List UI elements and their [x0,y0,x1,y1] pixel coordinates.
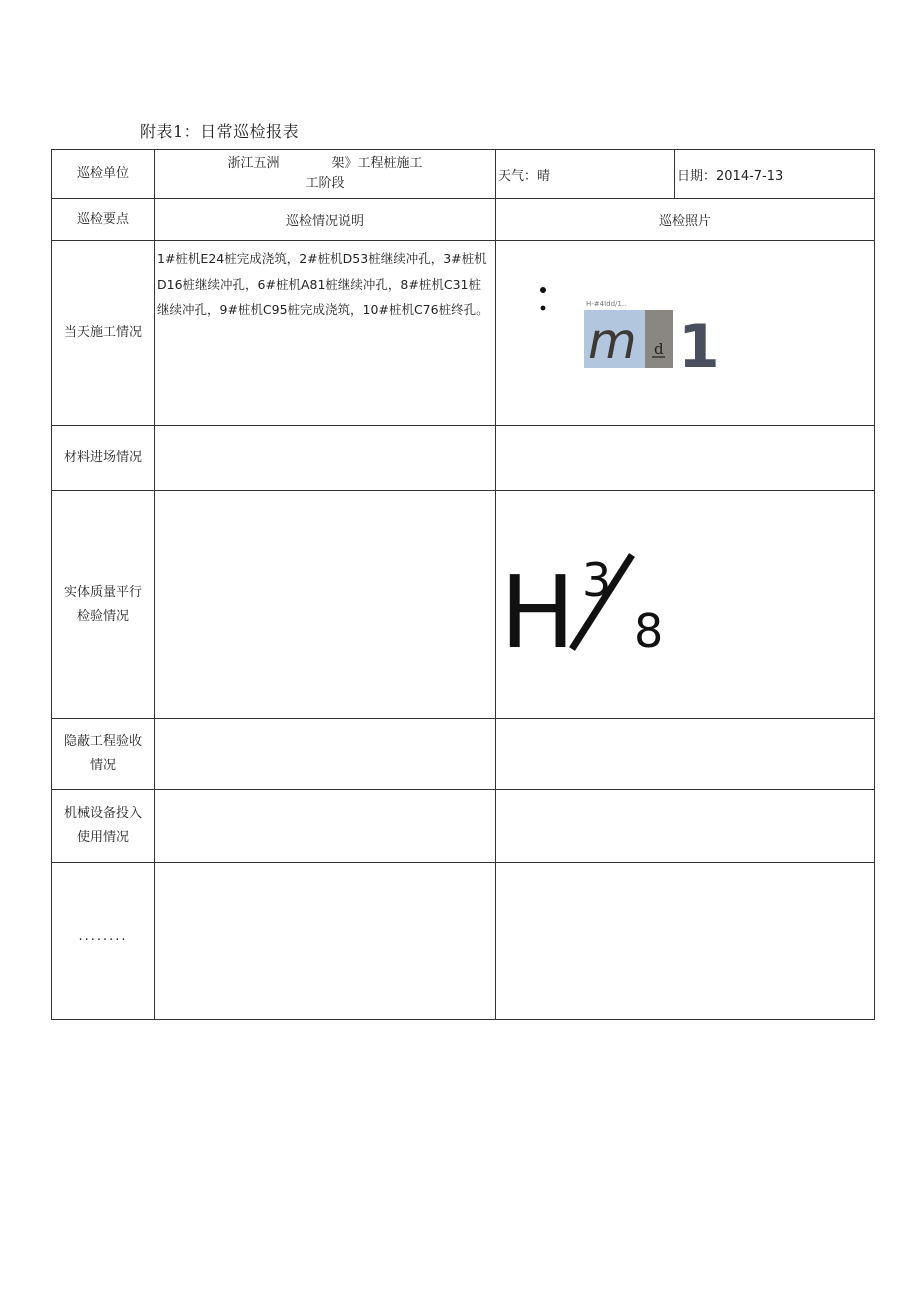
unit-value-part2: 架》工程桩施工 [331,156,423,171]
unit-value [155,150,496,199]
row-key-line2: 情况 [89,758,116,773]
site-photo-1 [526,281,726,381]
date: 日期：2014-7-13 [677,168,784,184]
unit-value-line2: 工阶段 [305,176,345,191]
row-key: 材料进场情况 [52,426,155,491]
header-photo: 巡检照片 [496,199,875,241]
table-row [52,790,875,863]
date-cell [675,150,875,199]
row-key-line1: 实体质量平行 [63,584,142,600]
table-row [52,491,875,719]
photo-glyph-d: d [654,340,664,358]
row-key: ········ [52,863,155,1020]
unit-value-part1: 浙江五洲 [227,156,280,171]
row-photo [496,719,875,790]
row-desc [155,790,496,863]
row-key: 当天施工情况 [52,241,155,426]
page-title: 附表1：日常巡检报表 [140,122,300,141]
row-desc [155,719,496,790]
table-row [52,241,875,426]
row-desc: 1#桩机E24桩完成浇筑，2#桩机D53桩继续冲孔，3#桩机D16桩继续冲孔，6#桩机A81桩继续冲孔，8#桩机C31桩继续冲孔，9#桩机C95桩完成浇筑，10#桩机C76桩终孔。 [155,241,496,426]
table-row [52,719,875,790]
site-photo-2 [498,549,698,659]
photo-glyph-h: H [500,554,576,659]
inspection-report-table [51,149,875,1020]
row-photo [496,790,875,863]
unit-row [52,150,875,199]
weather-cell [496,150,675,199]
row-key-line2: 使用情况 [76,830,129,845]
row-photo [496,863,875,1020]
row-key [52,790,155,863]
row-desc [155,426,496,491]
row-photo [496,426,875,491]
table-row [52,426,875,491]
row-desc [155,863,496,1020]
header-desc: 巡检情况说明 [155,199,496,241]
row-key-line1: 隐蔽工程验收 [63,734,142,749]
photo-glyph-1: 1 [678,312,720,381]
photo-glyph-m: m [588,312,637,370]
row-key [52,719,155,790]
row-key [52,491,155,719]
table-row [52,863,875,1020]
row-photo [496,241,875,426]
header-row [52,199,875,241]
weather: 天气：晴 [498,168,551,184]
photo-glyph-sub: 8 [634,604,664,658]
photo-glyph-sup: 3 [582,553,612,607]
header-key: 巡检要点 [52,199,155,241]
row-photo [496,491,875,719]
row-desc [155,491,496,719]
unit-label: 巡检单位 [52,150,155,199]
photo-caption: H-#4Idd/1.. [586,300,627,308]
row-key-line1: 机械设备投入 [63,806,142,821]
row-key-line2: 检验情况 [76,608,129,624]
